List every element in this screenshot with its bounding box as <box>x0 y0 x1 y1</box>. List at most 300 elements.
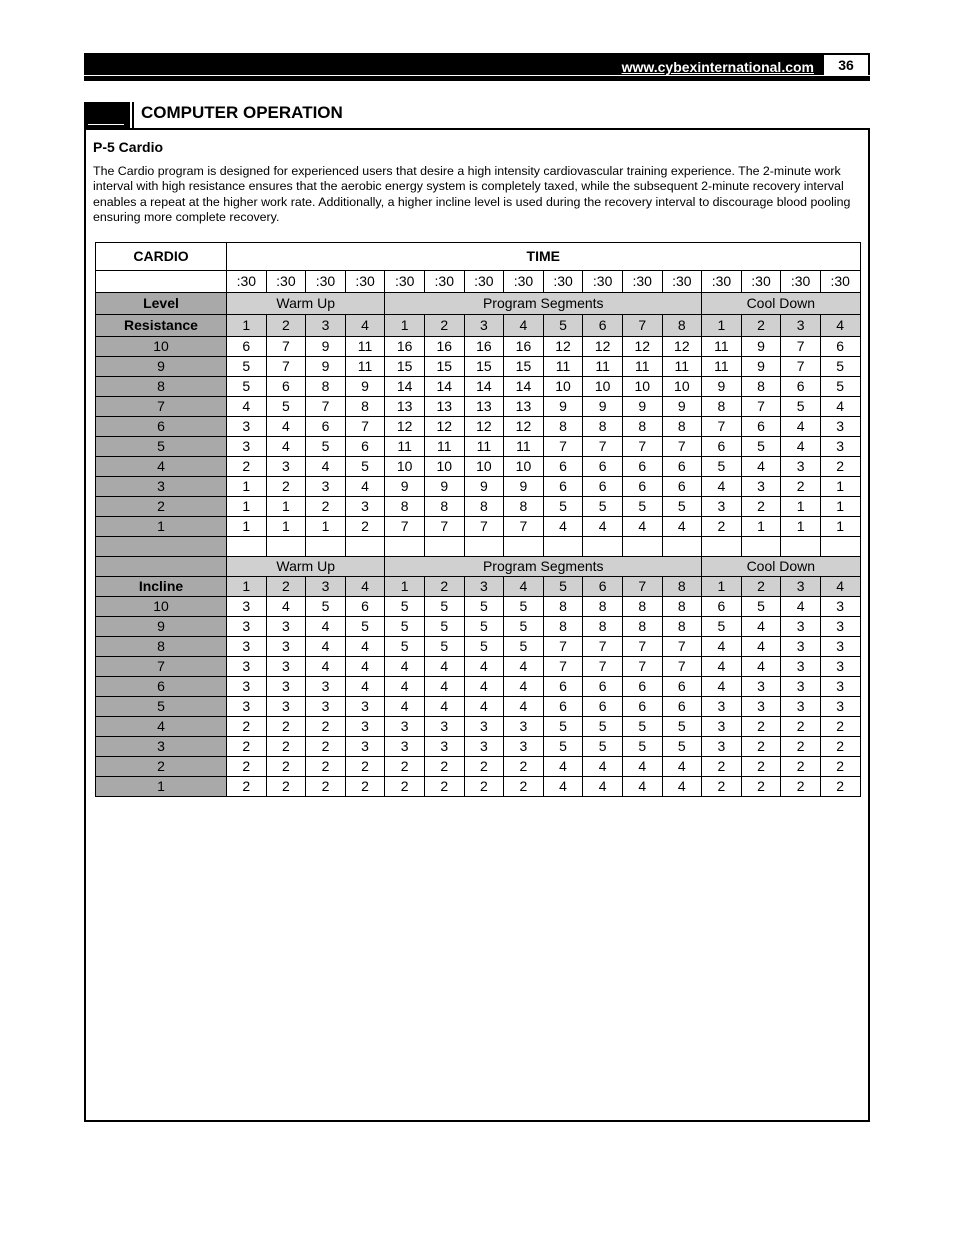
incline-value: 2 <box>227 737 267 757</box>
resistance-value: 11 <box>385 437 425 457</box>
incline-value: 3 <box>781 697 821 717</box>
incline-value: 8 <box>662 597 702 617</box>
level-cell: 3 <box>96 477 227 497</box>
resistance-value: 7 <box>266 337 306 357</box>
segment-number: 2 <box>424 315 464 337</box>
resistance-value: 11 <box>504 437 544 457</box>
incline-value: 2 <box>345 757 385 777</box>
spacer-cell <box>385 537 425 557</box>
resistance-value: 14 <box>504 377 544 397</box>
spacer-cell <box>820 537 860 557</box>
resistance-value: 6 <box>266 377 306 397</box>
resistance-value: 12 <box>583 337 623 357</box>
incline-value: 4 <box>622 777 662 797</box>
incline-value: 7 <box>662 657 702 677</box>
incline-value: 5 <box>424 617 464 637</box>
resistance-value: 11 <box>424 437 464 457</box>
segment-number: 4 <box>345 315 385 337</box>
incline-value: 6 <box>622 697 662 717</box>
resistance-value: 6 <box>227 337 267 357</box>
resistance-value: 3 <box>266 457 306 477</box>
incline-value: 5 <box>424 597 464 617</box>
resistance-value: 4 <box>583 517 623 537</box>
incline-value: 3 <box>306 697 346 717</box>
incline-value: 2 <box>781 737 821 757</box>
segment-number: 1 <box>702 577 742 597</box>
resistance-value: 3 <box>306 477 346 497</box>
resistance-value: 1 <box>820 497 860 517</box>
table-row <box>96 697 861 717</box>
resistance-value: 10 <box>662 377 702 397</box>
segment-number: 3 <box>781 577 821 597</box>
time-cell: :30 <box>543 271 583 293</box>
resistance-value: 9 <box>741 337 781 357</box>
incline-value: 4 <box>702 637 742 657</box>
incline-value: 2 <box>702 757 742 777</box>
spacer-cell <box>702 537 742 557</box>
incline-value: 3 <box>424 737 464 757</box>
incline-value: 4 <box>583 757 623 777</box>
incline-value: 3 <box>266 617 306 637</box>
resistance-value: 7 <box>781 337 821 357</box>
resistance-value: 2 <box>227 457 267 477</box>
level-cell: 10 <box>96 597 227 617</box>
resistance-value: 3 <box>702 497 742 517</box>
incline-value: 3 <box>741 697 781 717</box>
resistance-value: 11 <box>622 357 662 377</box>
segment-number: 6 <box>583 577 623 597</box>
resistance-value: 7 <box>266 357 306 377</box>
header-bar <box>84 53 870 81</box>
resistance-value: 7 <box>781 357 821 377</box>
incline-value: 3 <box>227 637 267 657</box>
resistance-value: 5 <box>266 397 306 417</box>
incline-value: 2 <box>464 777 504 797</box>
resistance-value: 13 <box>464 397 504 417</box>
incline-value: 8 <box>622 597 662 617</box>
incline-value: 7 <box>543 657 583 677</box>
resistance-value: 8 <box>424 497 464 517</box>
incline-value: 2 <box>820 717 860 737</box>
resistance-value: 12 <box>504 417 544 437</box>
incline-value: 3 <box>266 677 306 697</box>
resistance-value: 8 <box>464 497 504 517</box>
resistance-value: 6 <box>662 477 702 497</box>
resistance-value: 5 <box>820 357 860 377</box>
resistance-value: 10 <box>385 457 425 477</box>
segment-number: 2 <box>741 577 781 597</box>
time-row-label <box>96 271 227 293</box>
spacer-label <box>96 537 227 557</box>
spacer-cell <box>464 537 504 557</box>
spacer-row <box>96 537 861 557</box>
segment-number: 1 <box>227 577 267 597</box>
level-cell: 2 <box>96 497 227 517</box>
table-row <box>96 497 861 517</box>
table-row <box>96 657 861 677</box>
incline-value: 5 <box>345 617 385 637</box>
incline-value: 3 <box>702 717 742 737</box>
incline-value: 3 <box>227 617 267 637</box>
incline-value: 4 <box>504 677 544 697</box>
resistance-value: 4 <box>662 517 702 537</box>
incline-value: 5 <box>464 637 504 657</box>
resistance-value: 1 <box>227 477 267 497</box>
incline-value: 3 <box>266 637 306 657</box>
incline-value: 5 <box>464 617 504 637</box>
resistance-value: 12 <box>385 417 425 437</box>
incline-value: 4 <box>662 777 702 797</box>
segment-number: 1 <box>702 315 742 337</box>
resistance-value: 10 <box>583 377 623 397</box>
incline-value: 2 <box>306 717 346 737</box>
resistance-value: 14 <box>385 377 425 397</box>
website-link[interactable]: www.cybexinternational.com <box>621 59 814 75</box>
incline-value: 7 <box>583 657 623 677</box>
incline-value: 3 <box>227 657 267 677</box>
resistance-value: 4 <box>781 417 821 437</box>
incline-value: 6 <box>662 677 702 697</box>
incline-value: 3 <box>781 677 821 697</box>
segment-number-row <box>96 315 861 337</box>
resistance-value: 6 <box>543 477 583 497</box>
segment-number: 1 <box>385 315 425 337</box>
resistance-value: 8 <box>543 417 583 437</box>
incline-value: 2 <box>820 757 860 777</box>
resistance-value: 6 <box>702 437 742 457</box>
resistance-value: 1 <box>741 517 781 537</box>
segment-number: 8 <box>662 315 702 337</box>
segment-number: 5 <box>543 577 583 597</box>
time-cell: :30 <box>741 271 781 293</box>
resistance-value: 3 <box>227 437 267 457</box>
incline-value: 5 <box>385 597 425 617</box>
incline-value: 2 <box>781 717 821 737</box>
resistance-value: 3 <box>820 417 860 437</box>
time-cell: :30 <box>266 271 306 293</box>
incline-value: 4 <box>504 657 544 677</box>
spacer-cell <box>424 537 464 557</box>
table-row <box>96 357 861 377</box>
spacer-cell <box>504 537 544 557</box>
incline-value: 2 <box>306 777 346 797</box>
section-title: COMPUTER OPERATION <box>141 103 343 122</box>
resistance-value: 4 <box>266 437 306 457</box>
resistance-value: 1 <box>306 517 346 537</box>
incline-value: 2 <box>741 717 781 737</box>
spacer-cell <box>543 537 583 557</box>
incline-value: 3 <box>820 677 860 697</box>
incline-value: 2 <box>504 777 544 797</box>
table-row <box>96 337 861 357</box>
resistance-value: 2 <box>345 517 385 537</box>
incline-value: 4 <box>464 697 504 717</box>
incline-value: 3 <box>781 617 821 637</box>
incline-value: 2 <box>820 777 860 797</box>
incline-value: 8 <box>543 597 583 617</box>
incline-value: 4 <box>662 757 702 777</box>
incline-value: 5 <box>543 737 583 757</box>
resistance-value: 8 <box>702 397 742 417</box>
incline-value: 5 <box>622 717 662 737</box>
incline-value: 3 <box>227 597 267 617</box>
incline-value: 6 <box>543 677 583 697</box>
resistance-value: 8 <box>306 377 346 397</box>
segment-row <box>96 293 861 315</box>
resistance-value: 9 <box>424 477 464 497</box>
resistance-value: 3 <box>781 457 821 477</box>
segment-warm-up: Warm Up <box>227 557 385 577</box>
incline-value: 6 <box>583 677 623 697</box>
resistance-value: 7 <box>424 517 464 537</box>
table-row <box>96 517 861 537</box>
level-cell: 7 <box>96 657 227 677</box>
incline-value: 5 <box>424 637 464 657</box>
incline-value: 2 <box>424 777 464 797</box>
incline-value: 2 <box>741 757 781 777</box>
resistance-value: 9 <box>543 397 583 417</box>
resistance-value: 9 <box>306 337 346 357</box>
resistance-value: 6 <box>781 377 821 397</box>
spacer-cell <box>583 537 623 557</box>
resistance-value: 4 <box>702 477 742 497</box>
incline-value: 2 <box>227 717 267 737</box>
incline-value: 3 <box>820 637 860 657</box>
incline-value: 3 <box>820 597 860 617</box>
resistance-value: 9 <box>622 397 662 417</box>
segment-number: 5 <box>543 315 583 337</box>
resistance-value: 2 <box>820 457 860 477</box>
incline-value: 4 <box>266 597 306 617</box>
resistance-value: 1 <box>820 477 860 497</box>
resistance-value: 16 <box>424 337 464 357</box>
incline-value: 3 <box>741 677 781 697</box>
incline-value: 2 <box>385 777 425 797</box>
incline-value: 8 <box>583 597 623 617</box>
segment-number: 2 <box>741 315 781 337</box>
time-cell: :30 <box>820 271 860 293</box>
resistance-value: 1 <box>781 497 821 517</box>
incline-value: 2 <box>306 757 346 777</box>
segment-number: 3 <box>464 577 504 597</box>
level-cell: 9 <box>96 617 227 637</box>
table-row <box>96 717 861 737</box>
level-cell: 8 <box>96 637 227 657</box>
incline-value: 3 <box>266 657 306 677</box>
incline-value: 6 <box>702 597 742 617</box>
incline-value: 5 <box>583 737 623 757</box>
program-description: The Cardio program is designed for experienced users that desire a high intensity cardiovascular training experience. The 2-minute work interval with high resistance ensures that the aerobic energy system is completely taxed, while the subsequent 2-minute recovery interval enables a repeat at the higher work rate. Additionally, a higher incline level is used during the recovery interval to discourage blood pooling ensuring more complete recovery. <box>93 164 851 224</box>
resistance-value: 1 <box>820 517 860 537</box>
incline-value: 4 <box>741 657 781 677</box>
time-cell: :30 <box>622 271 662 293</box>
resistance-value: 11 <box>464 437 504 457</box>
table-row <box>96 617 861 637</box>
incline-value: 3 <box>424 717 464 737</box>
resistance-value: 9 <box>741 357 781 377</box>
resistance-value: 10 <box>543 377 583 397</box>
program-table <box>95 242 861 797</box>
incline-value: 4 <box>306 617 346 637</box>
resistance-value: 7 <box>504 517 544 537</box>
level-cell: 4 <box>96 717 227 737</box>
resistance-value: 10 <box>424 457 464 477</box>
resistance-value: 16 <box>504 337 544 357</box>
time-cell: :30 <box>424 271 464 293</box>
segment-number: 4 <box>820 577 860 597</box>
segment-number: 1 <box>227 315 267 337</box>
incline-value: 6 <box>583 697 623 717</box>
resistance-value: 14 <box>424 377 464 397</box>
resistance-value: 9 <box>583 397 623 417</box>
resistance-value: 2 <box>306 497 346 517</box>
incline-value: 3 <box>820 697 860 717</box>
incline-value: 4 <box>741 617 781 637</box>
resistance-value: 5 <box>622 497 662 517</box>
incline-value: 2 <box>266 777 306 797</box>
incline-value: 2 <box>741 737 781 757</box>
incline-value: 6 <box>662 697 702 717</box>
resistance-value: 13 <box>504 397 544 417</box>
incline-value: 3 <box>227 697 267 717</box>
incline-value: 2 <box>781 777 821 797</box>
resistance-value: 7 <box>464 517 504 537</box>
incline-value: 5 <box>385 617 425 637</box>
segment-program: Program Segments <box>385 293 702 315</box>
resistance-value: 3 <box>345 497 385 517</box>
incline-value: 3 <box>385 737 425 757</box>
resistance-value: 16 <box>464 337 504 357</box>
segment-cool-down: Cool Down <box>702 557 860 577</box>
resistance-value: 12 <box>464 417 504 437</box>
resistance-value: 8 <box>583 417 623 437</box>
resistance-value: 10 <box>464 457 504 477</box>
incline-value: 4 <box>583 777 623 797</box>
resistance-value: 3 <box>820 437 860 457</box>
resistance-value: 6 <box>583 457 623 477</box>
spacer-cell <box>345 537 385 557</box>
resistance-value: 5 <box>227 377 267 397</box>
incline-value: 2 <box>266 737 306 757</box>
incline-value: 4 <box>543 757 583 777</box>
resistance-value: 9 <box>306 357 346 377</box>
incline-value: 3 <box>504 737 544 757</box>
incline-label: Incline <box>96 577 227 597</box>
segment-number: 3 <box>781 315 821 337</box>
level-cell: 1 <box>96 517 227 537</box>
resistance-value: 8 <box>622 417 662 437</box>
resistance-value: 7 <box>622 437 662 457</box>
table-row <box>96 737 861 757</box>
incline-value: 5 <box>622 737 662 757</box>
table-row <box>96 637 861 657</box>
incline-value: 2 <box>781 757 821 777</box>
incline-value: 7 <box>662 637 702 657</box>
incline-value: 2 <box>227 777 267 797</box>
table-header-row <box>96 243 861 271</box>
segment-number-row <box>96 577 861 597</box>
level-cell: 3 <box>96 737 227 757</box>
incline-value: 8 <box>662 617 702 637</box>
time-cell: :30 <box>464 271 504 293</box>
segment-number: 7 <box>622 315 662 337</box>
incline-value: 2 <box>345 777 385 797</box>
resistance-value: 12 <box>622 337 662 357</box>
resistance-value: 6 <box>662 457 702 477</box>
level-cell: 9 <box>96 357 227 377</box>
level-cell: 7 <box>96 397 227 417</box>
page-number: 36 <box>824 55 868 76</box>
incline-value: 6 <box>622 677 662 697</box>
incline-value: 3 <box>781 637 821 657</box>
resistance-value: 7 <box>741 397 781 417</box>
time-cell: :30 <box>306 271 346 293</box>
segment-number: 8 <box>662 577 702 597</box>
cardio-header: CARDIO <box>96 243 227 271</box>
segment-row-label <box>96 557 227 577</box>
incline-value: 3 <box>820 617 860 637</box>
incline-value: 4 <box>424 657 464 677</box>
incline-value: 7 <box>583 637 623 657</box>
incline-value: 2 <box>266 757 306 777</box>
incline-value: 8 <box>543 617 583 637</box>
incline-value: 2 <box>424 757 464 777</box>
incline-value: 5 <box>464 597 504 617</box>
time-cell: :30 <box>583 271 623 293</box>
incline-value: 5 <box>306 597 346 617</box>
incline-value: 4 <box>385 657 425 677</box>
incline-value: 4 <box>424 697 464 717</box>
incline-value: 3 <box>781 657 821 677</box>
resistance-value: 5 <box>662 497 702 517</box>
segment-cool-down: Cool Down <box>702 293 860 315</box>
section-marker <box>84 102 130 128</box>
resistance-value: 8 <box>504 497 544 517</box>
resistance-label: Resistance <box>96 315 227 337</box>
incline-value: 7 <box>622 657 662 677</box>
resistance-value: 3 <box>227 417 267 437</box>
incline-value: 4 <box>504 697 544 717</box>
resistance-value: 8 <box>385 497 425 517</box>
incline-value: 5 <box>543 717 583 737</box>
table-row <box>96 597 861 617</box>
incline-value: 7 <box>622 637 662 657</box>
time-cell: :30 <box>227 271 267 293</box>
time-cell: :30 <box>781 271 821 293</box>
table-row <box>96 677 861 697</box>
resistance-value: 11 <box>345 357 385 377</box>
resistance-value: 9 <box>702 377 742 397</box>
resistance-value: 1 <box>266 497 306 517</box>
resistance-value: 7 <box>583 437 623 457</box>
incline-value: 5 <box>583 717 623 737</box>
resistance-value: 4 <box>781 437 821 457</box>
resistance-value: 15 <box>424 357 464 377</box>
time-cell: :30 <box>702 271 742 293</box>
resistance-value: 11 <box>702 337 742 357</box>
incline-value: 2 <box>820 737 860 757</box>
resistance-value: 5 <box>345 457 385 477</box>
incline-value: 3 <box>702 697 742 717</box>
table-row <box>96 397 861 417</box>
incline-value: 4 <box>464 677 504 697</box>
incline-value: 5 <box>662 717 702 737</box>
level-cell: 1 <box>96 777 227 797</box>
spacer-cell <box>227 537 267 557</box>
time-cell: :30 <box>385 271 425 293</box>
segment-number: 4 <box>504 315 544 337</box>
incline-value: 3 <box>385 717 425 737</box>
